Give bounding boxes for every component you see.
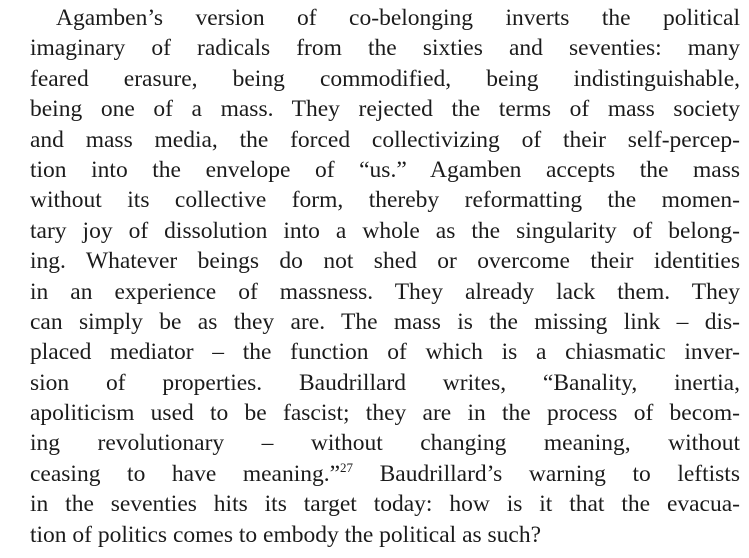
footnote-marker: 27 (340, 459, 354, 475)
paragraph-line: apoliticism used to be fascist; they are in the process of becom- (30, 400, 740, 427)
paragraph-line: without its collective form, thereby reformatting the momen- (30, 187, 740, 214)
paragraph-line: feared erasure, being commodified, being indistinguishable, (30, 65, 740, 92)
paragraph-line: and mass media, the forced collectivizing of their self-percep- (30, 126, 740, 153)
paragraph-line: Agamben’s version of co-belonging inverts the political (56, 5, 740, 31)
paragraph-line-with-footnote (30, 459, 740, 489)
quote-end-text: ceasing to have meaning.” (30, 460, 341, 487)
paragraph-line: in an experience of massness. They already lack them. They (30, 278, 740, 305)
paragraph-line: can simply be as they are. The mass is the missing link – dis- (30, 308, 740, 335)
paragraph-line: placed mediator – the function of which is a chiasmatic inver- (30, 339, 740, 366)
paragraph-line: tary joy of dissolution into a whole as the singularity of belong- (30, 217, 740, 244)
paragraph-line: sion of properties. Baudrillard writes, “Banality, inertia, (30, 369, 740, 396)
paragraph-line: ing. Whatever beings do not shed or overcome their identities (30, 248, 740, 275)
paragraph-line: tion into the envelope of “us.” Agamben accepts the mass (30, 156, 740, 183)
paragraph-line: imaginary of radicals from the sixties and seventies: many (30, 35, 740, 62)
paragraph-line: tion of politics comes to embody the political as such? (30, 521, 542, 548)
paragraph (30, 3, 740, 550)
paragraph-line: in the seventies hits its target today: how is it that the evacua- (30, 491, 740, 518)
paragraph-line: ing revolutionary – without changing meaning, without (30, 430, 740, 457)
line-continuation-text: Baudrillard’s warning to leftists (353, 460, 740, 487)
paragraph-line: being one of a mass. They rejected the terms of mass society (30, 96, 740, 123)
